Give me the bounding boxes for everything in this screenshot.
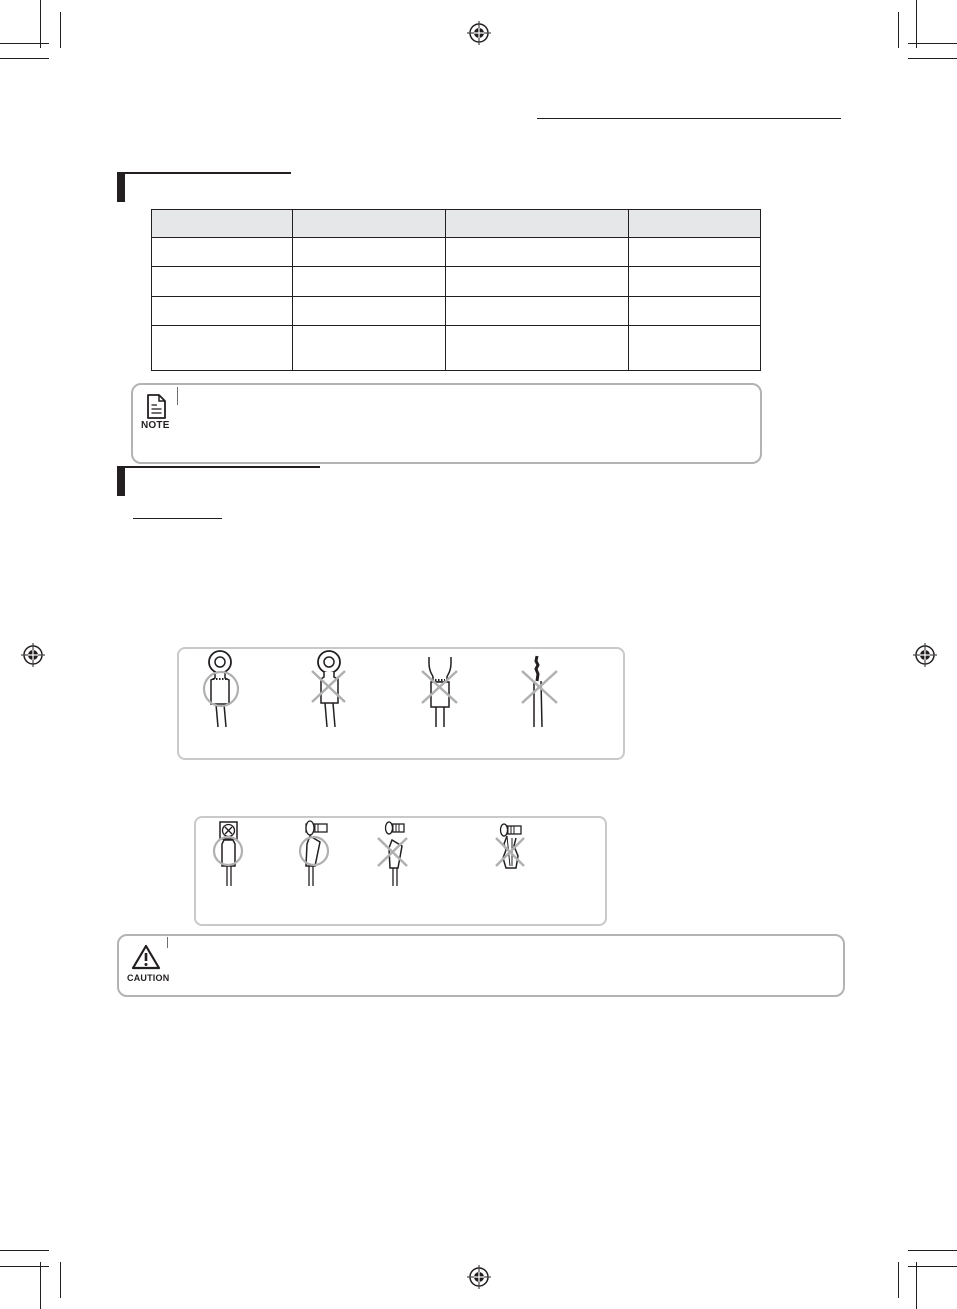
- table-cell: [152, 297, 293, 326]
- note-document-icon: [145, 394, 167, 420]
- section-1-marker: [117, 172, 125, 202]
- terminal-figure-art: [177, 647, 625, 760]
- note-divider: [177, 387, 178, 405]
- caution-label: CAUTION: [127, 973, 170, 983]
- table-cell: [629, 210, 761, 238]
- terminal-side-correct-icon: [300, 821, 328, 886]
- table-row: [152, 326, 761, 371]
- table-cell: [293, 297, 446, 326]
- caution-triangle-icon: [131, 944, 161, 970]
- section-2-marker: [117, 466, 125, 496]
- connection-figure-art: [194, 816, 607, 926]
- caution-divider: [167, 937, 168, 948]
- section-1-rule: [125, 172, 291, 174]
- spec-table: [151, 209, 761, 371]
- registration-mark-bottom: [467, 1265, 491, 1289]
- note-label: NOTE: [141, 420, 170, 431]
- table-cell: [446, 326, 629, 371]
- table-cell: [293, 267, 446, 297]
- table-cell: [446, 210, 629, 238]
- table-cell: [629, 238, 761, 267]
- table-cell: [629, 267, 761, 297]
- terminal-loose-incorrect-icon: [496, 824, 524, 868]
- ring-terminal-incorrect-icon: [312, 651, 345, 727]
- table-cell: [293, 326, 446, 371]
- header-rule: [537, 118, 841, 119]
- fork-terminal-incorrect-icon: [422, 657, 457, 727]
- subheading-underline: [133, 518, 222, 519]
- registration-mark-top: [467, 21, 491, 45]
- table-cell: [152, 210, 293, 238]
- table-cell: [152, 326, 293, 371]
- table-row: [152, 267, 761, 297]
- table-cell: [446, 238, 629, 267]
- terminal-front-correct-icon: [214, 822, 242, 886]
- table-cell: [152, 267, 293, 297]
- table-header-row: [152, 210, 761, 238]
- bare-wire-incorrect-icon: [522, 656, 557, 727]
- table-cell: [293, 210, 446, 238]
- table-cell: [629, 326, 761, 371]
- table-cell: [152, 238, 293, 267]
- table-cell: [446, 297, 629, 326]
- registration-mark-right: [913, 643, 937, 667]
- note-box: [131, 383, 762, 464]
- table-cell: [629, 297, 761, 326]
- table-row: [152, 238, 761, 267]
- registration-mark-left: [21, 643, 45, 667]
- table-cell: [293, 238, 446, 267]
- ring-terminal-correct-icon: [204, 651, 238, 727]
- table-row: [152, 297, 761, 326]
- table-cell: [446, 267, 629, 297]
- terminal-side-incorrect-icon: [378, 822, 407, 886]
- caution-box: [117, 934, 845, 997]
- section-2-rule: [125, 466, 320, 468]
